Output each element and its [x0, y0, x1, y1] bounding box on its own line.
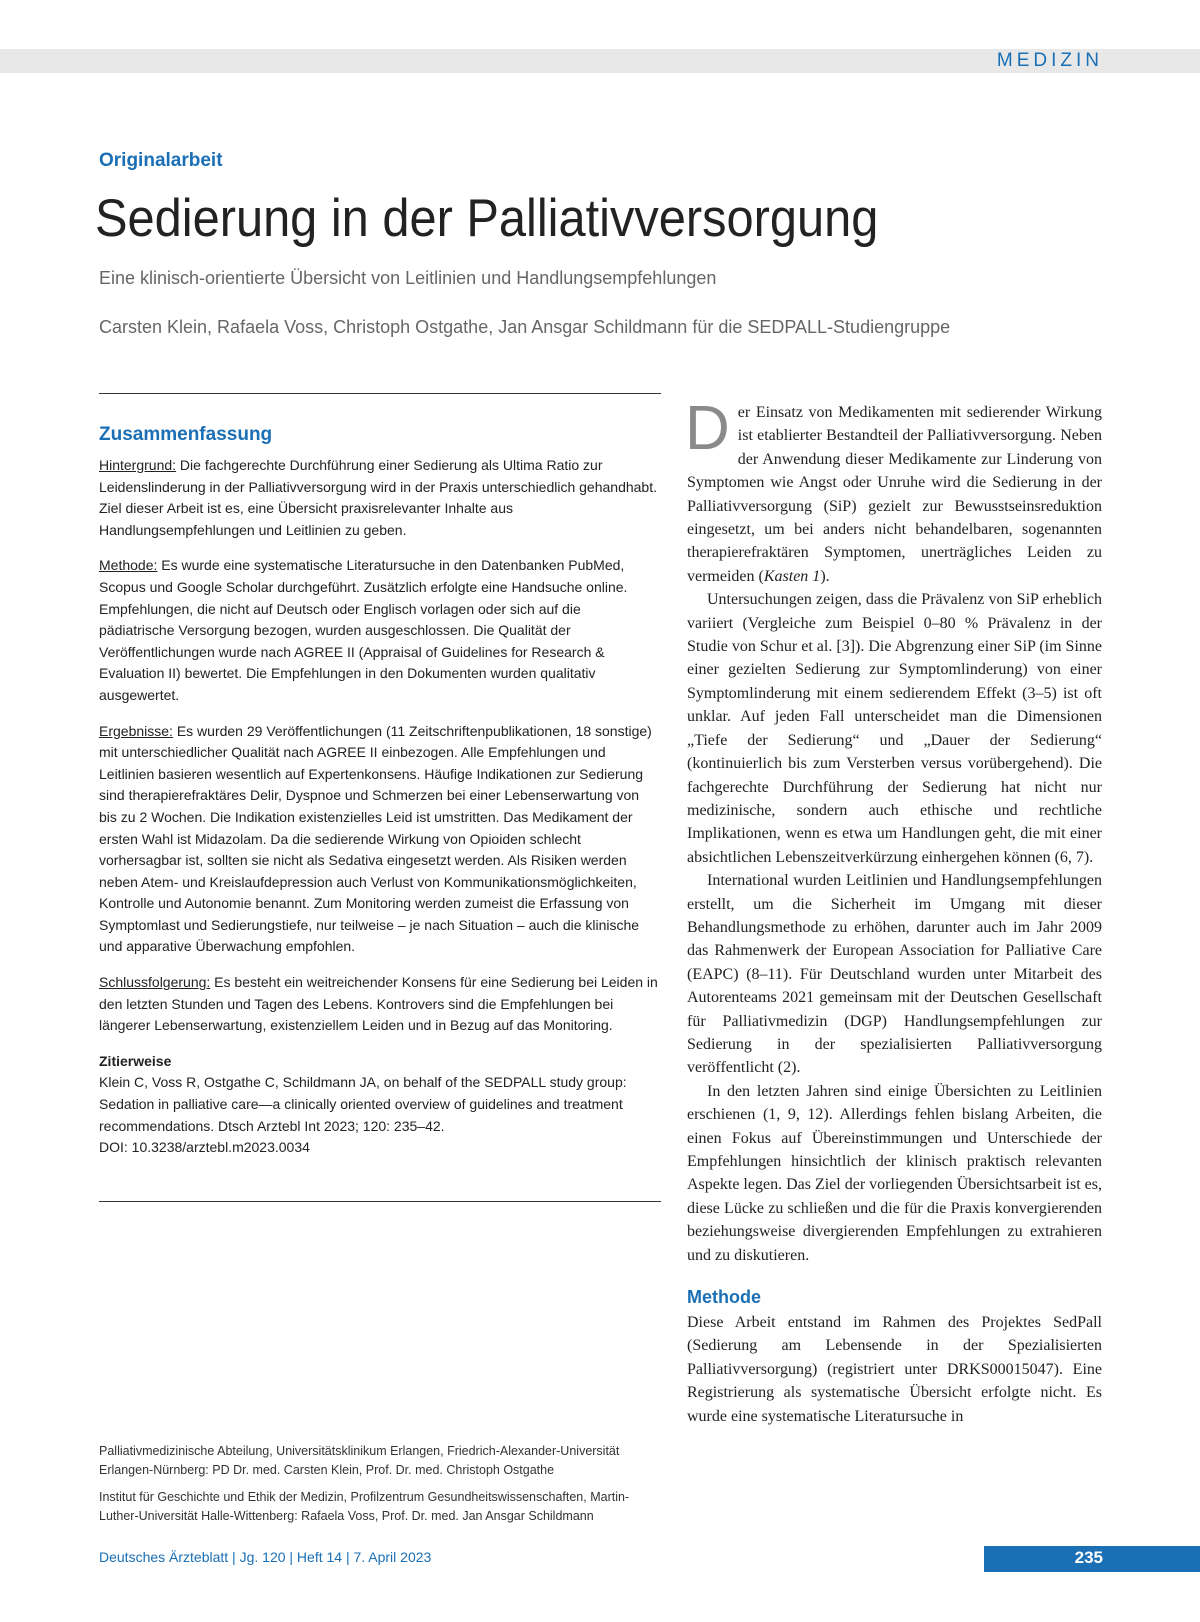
abstract-heading: Zusammenfassung — [99, 424, 273, 445]
affiliation-item: Palliativmedizinische Abteilung, Universitätsklinikum Erlangen, Friedrich-Alexander-Universität Erlangen-Nürnberg: PD Dr. med. Carsten Klein, Prof. Dr. med. Christoph Ostgathe — [99, 1444, 620, 1477]
methods-text: Es wurde eine systematische Literatursuche in den Datenbanken PubMed, Scopus und Google Scholar durchgeführt. Zusätzlich erfolgte eine Handsuche online. Empfehlungen, die nicht auf Deutsch oder Englisch vorlagen oder sich auf die pädiatrische Versorgung bezogen, wurden ausgeschlossen. Die Qualität der Veröffentlichungen wurde nach AGREE II (Appraisal of Guidelines for Research & Evaluation II) bewertet. Die Empfehlungen in den Dokumenten wurden qualitativ ausgewertet. — [99, 557, 628, 703]
conclusion-text: Es besteht ein weitreichender Konsens für eine Sedierung bei Leiden in den letzten Stunden und Tagen des Lebens. Kontrovers sind die Empfehlungen bei längerer Lebenserwartung, existenziellem Leiden und in Bezug auf das Monitoring. — [99, 974, 658, 1034]
results-text: Es wurden 29 Veröffentlichungen (11 Zeitschriftenpublikationen, 18 sonstige) mit unterschiedlicher Qualität nach AGREE II einbezogen. Alle Empfehlungen und Leitlinien basieren wesentlich auf Expertenkonsens. Häufige Indikationen zur Sedierung sind therapierefraktäres Delir, Dyspnoe und Schmerzen bei einer Lebenserwartung von bis zu 2 Wochen. Die Indikation existenzielles Leid ist umstritten. Das Medikament der ersten Wahl ist Midazolam. Da die sedierende Wirkung von Opioiden schlecht vorhersagbar ist, sollten sie nicht als Sedativa eingesetzt werden. Als Risiken werden neben Atem- und Kreislaufdepression auch Verlust von Kommunikationsmöglichkeiten, Kontrolle und Autonomie benannt. Zum Monitoring werden zumeist die Erfassung von Symptomlast und Sedierungstiefe, nur teilweise – je nach Situation – auch die klinische und apparative Überwachung empfohlen. — [99, 722, 652, 955]
body-paragraph: In den letzten Jahren sind einige Übersichten zu Leitlinien erschienen (1, 9, 12). Allerdings fehlen bislang Arbeiten, die einen Fokus auf Übereinstimmungen und Unterschiede der Empfehlungen hinsichtlich der klinisch praktisch relevanten Aspekte legen. Das Ziel der vorliegenden Übersichtsarbeit ist es, diese Lücke zu schließen und die für die Praxis konvergierenden beziehungsweise divergierenden Empfehlungen zu extrahieren und zu diskutieren. — [687, 1082, 1102, 1264]
methods-heading: Methode — [687, 1287, 761, 1308]
box-reference[interactable]: Kasten 1 — [763, 567, 821, 585]
affiliations — [99, 1442, 659, 1534]
background-text: Die fachgerechte Durchführung einer Sedierung als Ultima Ratio zur Leidenslinderung in der Palliativversorgung wird in der Praxis unterschiedlich gehandhabt. Ziel dieser Arbeit ist es, eine Übersicht praxisrelevanter Inhalte aus Handlungsempfehlungen und Leitlinien zu geben. — [99, 457, 657, 538]
citation-text: Klein C, Voss R, Ostgathe C, Schildmann JA, on behalf of the SEDPALL study group: Sedation in palliative care—a clinically oriented overview of guidelines and treatment recommendations. Dtsch Arztebl Int 2023; 120: 235–42. — [99, 1074, 627, 1134]
page-number: 235 — [1074, 1548, 1103, 1567]
abstract — [99, 423, 659, 1159]
article-kicker: Originalarbeit — [99, 150, 223, 171]
abstract-conclusion — [99, 972, 659, 1037]
article-authors: Carsten Klein, Rafaela Voss, Christoph Ostgathe, Jan Ansgar Schildmann für die SEDPALL-Studiengruppe — [99, 317, 951, 337]
body-text — [685, 394, 1102, 1428]
abstract-bottom-rule — [99, 1201, 661, 1202]
conclusion-label: Schlussfolgerung: — [99, 974, 211, 991]
results-label: Ergebnisse: — [99, 722, 173, 739]
abstract-background — [99, 455, 659, 541]
body-paragraph: Untersuchungen zeigen, dass die Prävalenz von SiP erheblich variiert (Vergleiche zum Beispiel 0–80 % Prävalenz in der Studie von Schur et al. [3]). Die Abgrenzung einer SiP (im Sinne einer gezielten Sedierung zur Symptomlinderung) von einer Symptomlinderung mit einem sedierendem Effekt (3–5) ist oft unklar. Auf jeden Fall unterscheidet man die Dimensionen „Tiefe der Sedierung“ und „Dauer der Sedierung“ (kontinuierlich bis zum Versterben versus vorübergehend). Die fachgerechte Durchführung der Sedierung hat nicht nur medizinische, sondern auch ethische und rechtliche Implikationen, wenn es etwa um Handlungen geht, die mit einer absichtlichen Lebenszeitverkürzung einhergehen können (6, 7). — [687, 591, 1102, 866]
article-subtitle: Eine klinisch-orientierte Übersicht von Leitlinien und Handlungsempfehlungen — [99, 268, 717, 288]
methods-label: Methode: — [99, 557, 158, 574]
drop-cap: D — [685, 394, 730, 463]
body-paragraph: Der Einsatz von Medikamenten mit sedierender Wirkung ist etablierter Bestandteil der Palliativversorgung. Neben der Anwendung dieser Medikamente zur Linderung von Symptomen wie Angst oder Unruhe wird die Sedierung in der Palliativversorgung (SiP) gezielt zur Bewusstseinsreduktion eingesetzt, um bei anders nicht behandelbaren, sogenannten therapierefraktären Symptomen, unerträgliches Leiden zu vermeiden (Kasten 1). — [685, 394, 1102, 585]
section-label: MEDIZIN — [996, 50, 1103, 71]
footer-journal: Deutsches Ärzteblatt | Jg. 120 | Heft 14 | 7. April 2023 — [99, 1549, 432, 1565]
article-title: Sedierung in der Palliativversorgung — [95, 189, 879, 248]
citation-doi[interactable]: DOI: 10.3238/arztebl.m2023.0034 — [99, 1139, 310, 1156]
background-label: Hintergrund: — [99, 457, 177, 473]
abstract-results — [99, 721, 659, 959]
body-paragraph: International wurden Leitlinien und Handlungsempfehlungen erstellt, um die Sicherheit im Umgang mit dieser Behandlungsmethode zu erhöhen, darunter auch im Jahr 2009 das Rahmenwerk der European Association for Palliative Care (EAPC) (8–11). Für Deutschland wurden unter Mitarbeit des Autorenteams 2021 gemeinsam mit der Deutschen Gesellschaft für Palliativmedizin (DGP) Handlungsempfehlungen zur Sedierung in der spezialisierten Palliativversorgung veröffentlicht (2). — [687, 872, 1102, 1077]
affiliation-item: Institut für Geschichte und Ethik der Medizin, Profilzentrum Gesundheitswissenschaften, Martin-Luther-Universität Halle-Wittenberg: Rafaela Voss, Prof. Dr. med. Jan Ansgar Schildmann — [99, 1490, 630, 1523]
abstract-top-rule — [99, 393, 661, 394]
citation-heading: Zitierweise — [99, 1052, 172, 1069]
body-paragraph: Diese Arbeit entstand im Rahmen des Projektes SedPall (Sedierung am Lebensende in der Spezialisierten Palliativversorgung) (registriert unter DRKS00015047). Eine Registrierung als systematische Übersicht erfolgte nicht. Es wurde eine systematische Literatursuche in — [687, 1314, 1102, 1425]
abstract-methods — [99, 555, 659, 706]
